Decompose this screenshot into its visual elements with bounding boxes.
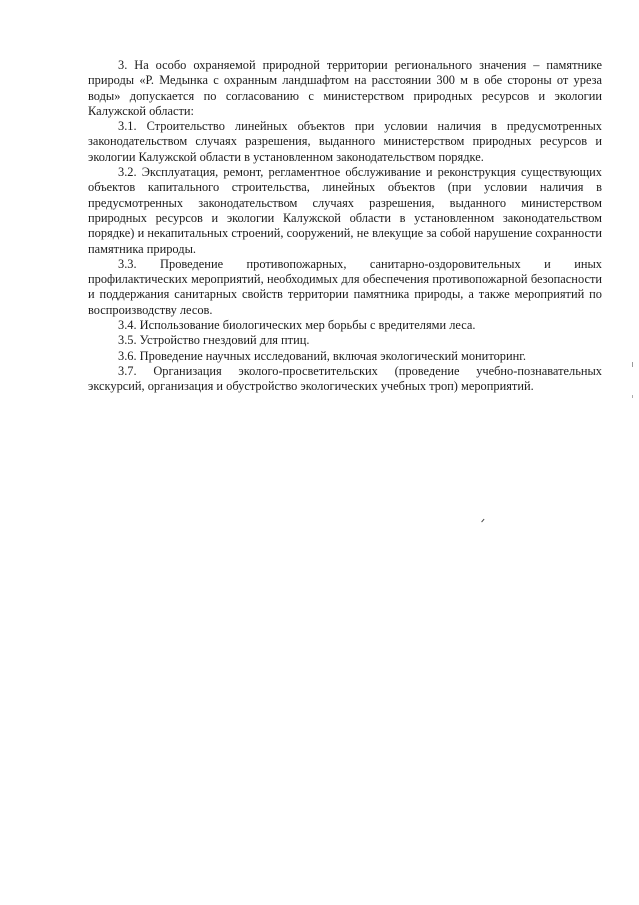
document-body <box>88 58 602 395</box>
paragraph-3-1: 3.1. Строительство линейных объектов при условии наличия в предусмотренных законодательством случаях разрешения, выданного министерством природных ресурсов и экологии Калужской области в установленном законодательством порядке. <box>88 119 602 164</box>
scan-edge-speck <box>632 395 633 398</box>
paragraph-3-intro: 3. На особо охраняемой природной территории регионального значения – памятнике природы «Р. Медынка с охранным ландшафтом на расстоянии 300 м в обе стороны от уреза воды» допускается по согласованию с министерством природных ресурсов и экологии Калужской области: <box>88 58 602 118</box>
paragraph-3-7: 3.7. Организация эколого-просветительских (проведение учебно-познавательных экскурсий, организация и обустройство экологических учебных троп) мероприятий. <box>88 363 602 394</box>
scan-edge-speck <box>632 362 633 367</box>
scan-pen-mark <box>481 519 485 523</box>
paragraph-3-2: 3.2. Эксплуатация, ремонт, регламентное обслуживание и реконструкция существующих объектов капитального строительства, линейных объектов (при условии наличия в предусмотренных законодательством случаях разрешения, выданного министерством природных ресурсов и экологии Калужской области в установленном законодательством порядке) и некапитальных строений, сооружений, не влекущие за собой нарушение сохранности памятника природы. <box>88 165 602 256</box>
paragraph-3-3: 3.3. Проведение противопожарных, санитарно-оздоровительных и иных профилактических мероприятий, необходимых для обеспечения противопожарной безопасности и поддержания санитарных свойств территории памятника природы, а также мероприятий по воспроизводству лесов. <box>88 256 602 317</box>
paragraph-3-5: 3.5. Устройство гнездовий для птиц. <box>118 333 310 348</box>
paragraph-3-4: 3.4. Использование биологических мер борьбы с вредителями леса. <box>118 318 476 333</box>
paragraph-3-6: 3.6. Проведение научных исследований, включая экологический мониторинг. <box>118 348 526 363</box>
